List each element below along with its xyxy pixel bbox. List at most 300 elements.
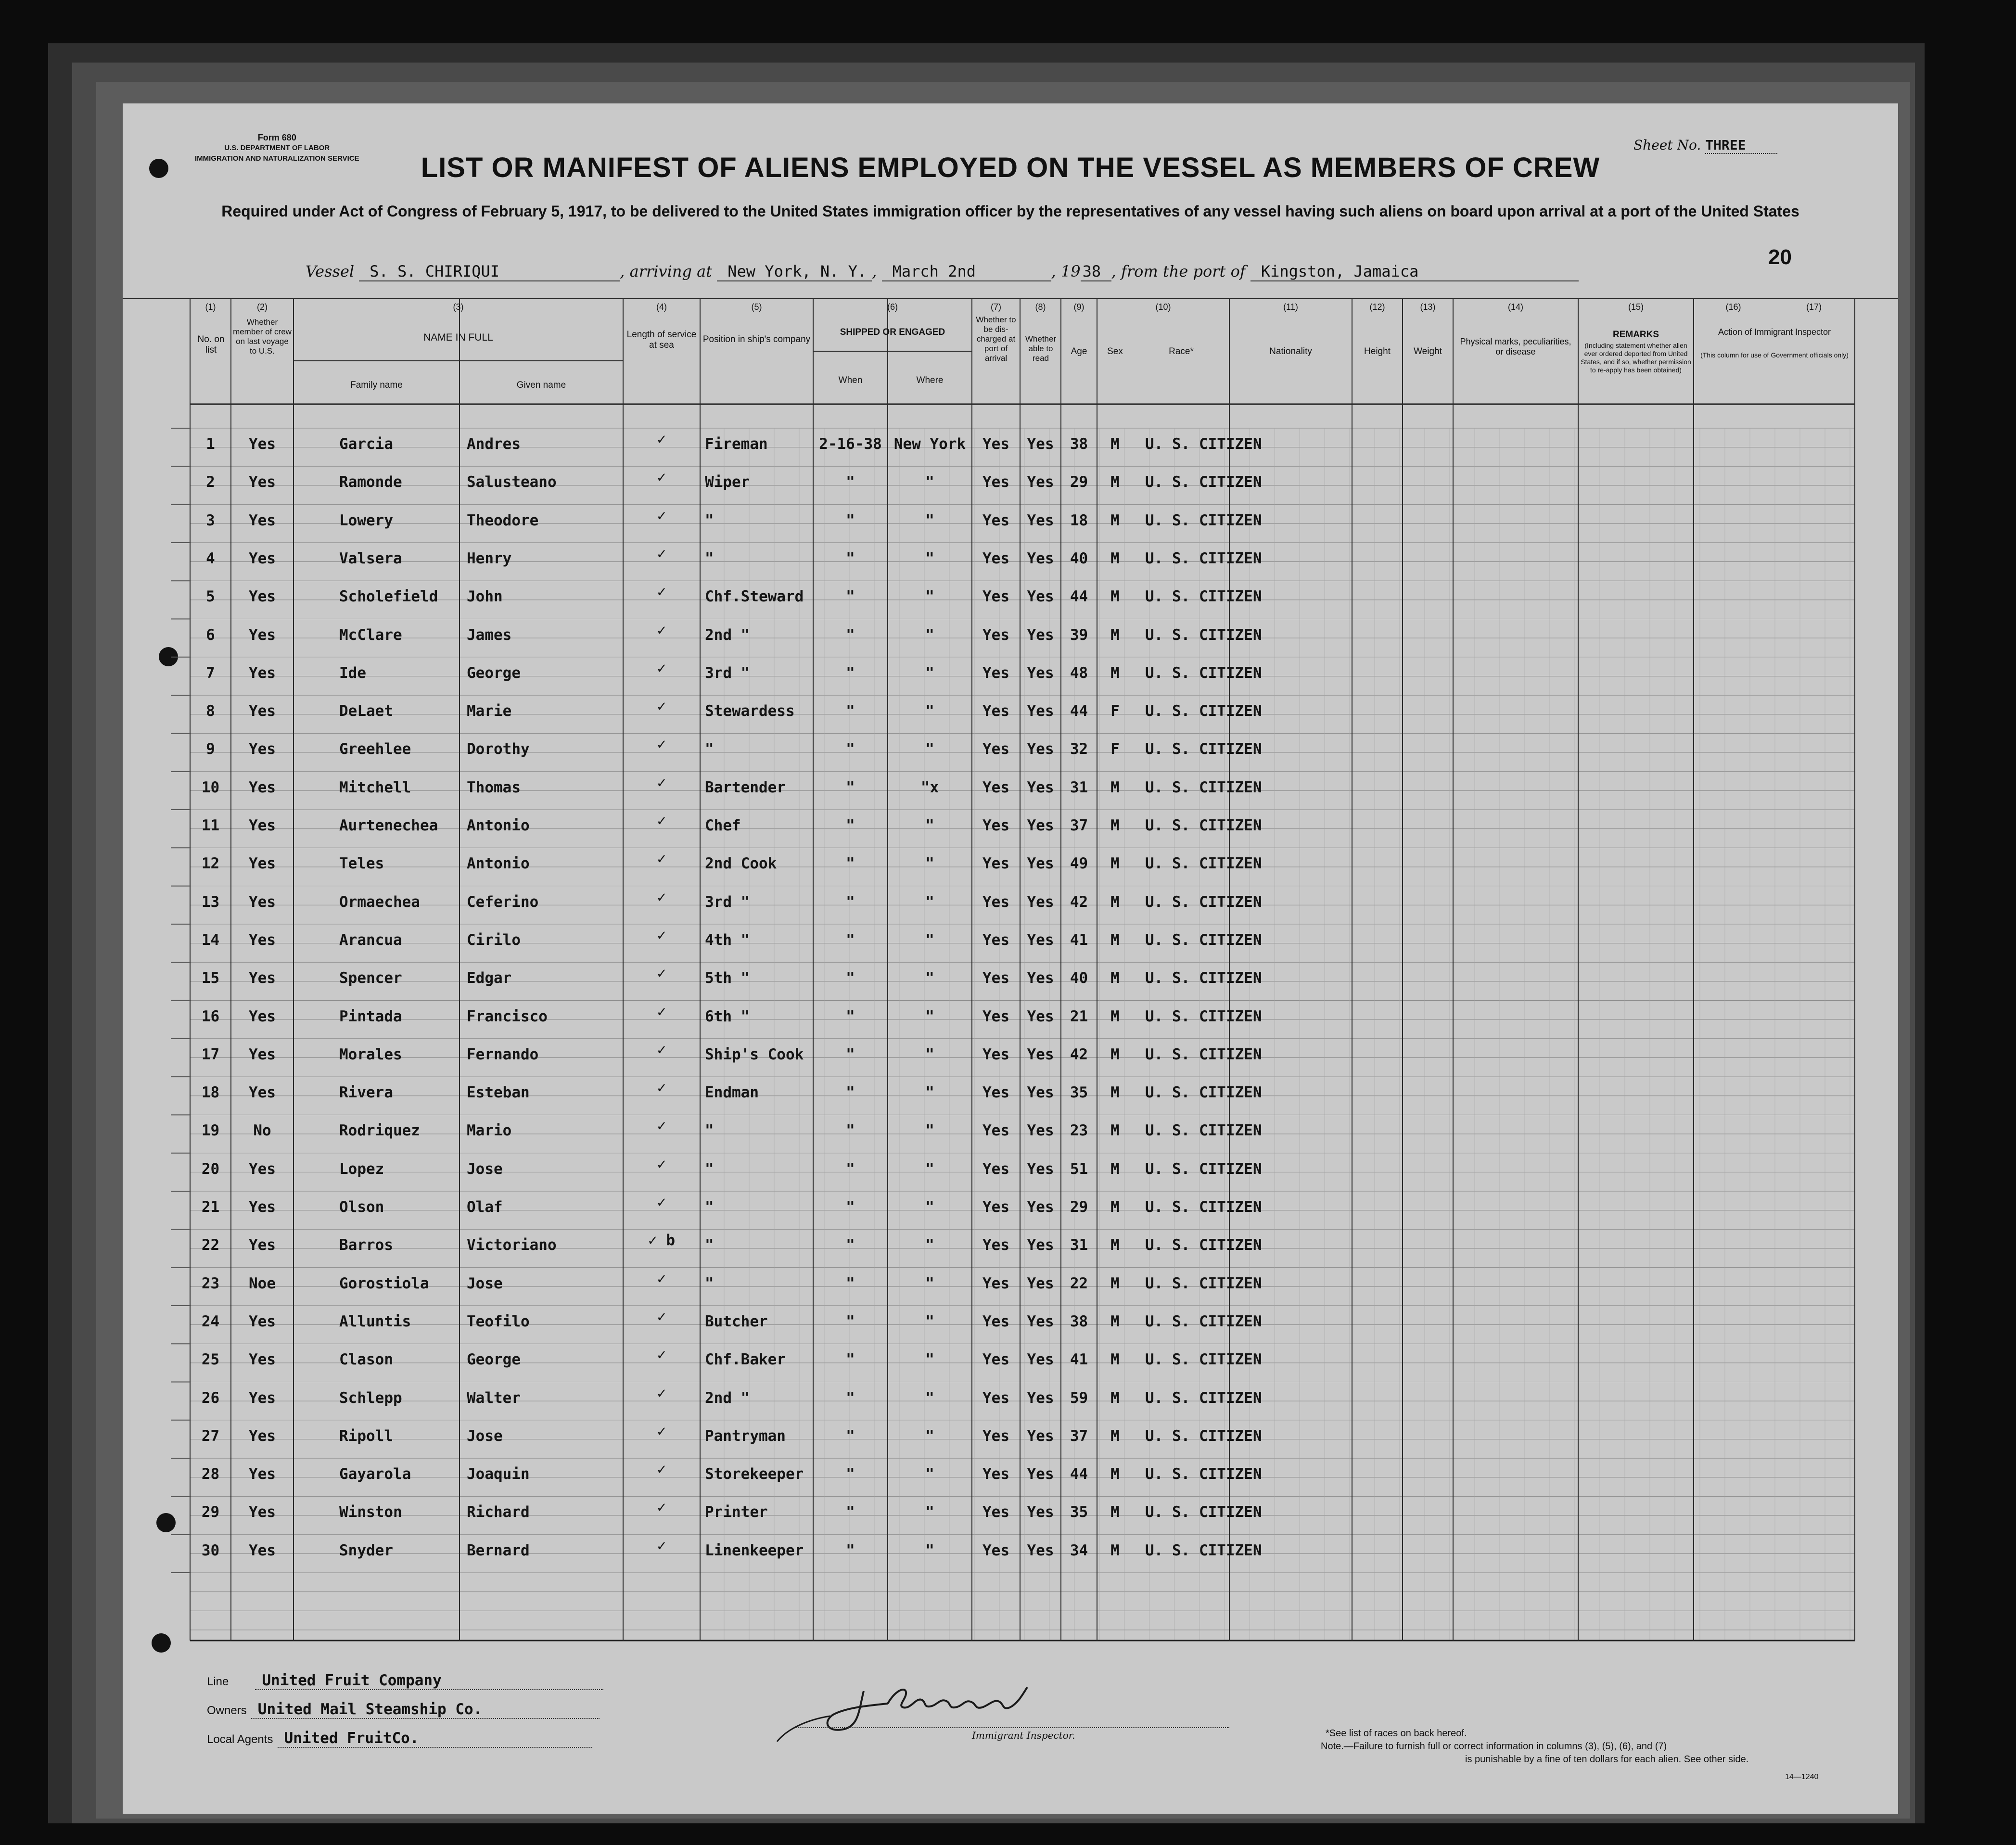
corner-mark: 20 (1768, 245, 1792, 269)
shipped-when: " (846, 702, 855, 720)
position: 2nd Cook (705, 855, 777, 873)
discharged: Yes (982, 1160, 1009, 1178)
header-able-read: Whether able to read (1025, 334, 1057, 363)
given-name: Antonio (467, 855, 530, 873)
shipped-where: " (925, 893, 934, 911)
shipped-when: " (846, 588, 855, 606)
shipped-where: " (925, 1160, 934, 1178)
age: 32 (1070, 740, 1088, 758)
header-when: When (838, 375, 863, 385)
shipped-when: " (846, 1274, 855, 1292)
discharged: Yes (982, 1236, 1009, 1254)
arrival-year: 38 (1081, 262, 1111, 281)
last-voyage: Yes (249, 969, 276, 987)
age: 49 (1070, 855, 1088, 873)
shipped-where: " (925, 473, 934, 491)
able-to-read: Yes (1027, 549, 1054, 567)
sex: M (1110, 1351, 1120, 1369)
sex: M (1110, 1236, 1120, 1254)
shipped-when: " (846, 1503, 855, 1521)
position: Ship's Cook (705, 1045, 804, 1063)
header-shipped-engaged: SHIPPED OR ENGAGED (840, 327, 945, 337)
shipped-when: " (846, 626, 855, 644)
nationality: U. S. CITIZEN (1145, 1503, 1262, 1521)
owners-value: United Mail Steamship Co. (251, 1701, 600, 1719)
sex: M (1110, 588, 1120, 606)
nationality: U. S. CITIZEN (1145, 1465, 1262, 1483)
nationality: U. S. CITIZEN (1145, 1122, 1262, 1140)
given-name: Jose (467, 1274, 503, 1292)
row-number: 25 (201, 1351, 220, 1369)
able-to-read: Yes (1027, 1198, 1054, 1216)
sex: M (1110, 1312, 1120, 1330)
sex: M (1110, 778, 1120, 796)
races-note: *See list of races on back hereof. (1326, 1728, 1467, 1739)
last-voyage: Yes (249, 1198, 276, 1216)
position: 2nd " (705, 626, 750, 644)
shipped-where: " (925, 1503, 934, 1521)
able-to-read: Yes (1027, 1503, 1054, 1521)
nationality: U. S. CITIZEN (1145, 549, 1262, 567)
row-number: 1 (206, 435, 215, 453)
header-name-in-full: NAME IN FULL (423, 332, 493, 343)
able-to-read: Yes (1027, 778, 1054, 796)
age: 42 (1070, 893, 1088, 911)
given-name: Jose (467, 1160, 503, 1178)
nationality: U. S. CITIZEN (1145, 588, 1262, 606)
discharged: Yes (982, 511, 1009, 529)
line-label: Line (207, 1675, 229, 1688)
shipped-where: " (925, 931, 934, 949)
inspector-signature (715, 1657, 1148, 1749)
given-name: Marie (467, 702, 512, 720)
service-check: ✓ (657, 1384, 666, 1402)
shipped-when: " (846, 1160, 855, 1178)
age: 29 (1070, 1198, 1088, 1216)
service-check: ✓ (657, 812, 666, 829)
discharged: Yes (982, 969, 1009, 987)
row-number: 4 (206, 549, 215, 567)
vessel-line: Vessel S. S. CHIRIQUI , arriving at New York, N. Y. , March 2nd , 19 38 , from the port of Kingston, Jamaica (306, 262, 1579, 281)
row-number: 28 (201, 1465, 220, 1483)
able-to-read: Yes (1027, 1122, 1054, 1140)
owners-field (207, 1701, 600, 1719)
column-number: (6) (887, 302, 898, 312)
position: 2nd " (705, 1389, 750, 1407)
column-number: (1) (205, 302, 216, 312)
position: " (705, 1160, 714, 1178)
last-voyage: Yes (249, 1007, 276, 1025)
given-name: Francisco (467, 1007, 548, 1025)
shipped-where: " (925, 1045, 934, 1063)
family-name: Teles (339, 855, 384, 873)
position: Fireman (705, 435, 768, 453)
nationality: U. S. CITIZEN (1145, 969, 1262, 987)
age: 31 (1070, 1236, 1088, 1254)
given-name: Edgar (467, 969, 512, 987)
row-number: 16 (201, 1007, 220, 1025)
family-name: Aurtenechea (339, 817, 438, 834)
header-remarks: REMARKS (1612, 330, 1659, 340)
row-number: 2 (206, 473, 215, 491)
sex: M (1110, 1274, 1120, 1292)
sex: M (1110, 473, 1120, 491)
position: Pantryman (705, 1427, 786, 1445)
service-check: ✓ (657, 1117, 666, 1135)
service-check: ✓ (657, 1079, 666, 1097)
column-number: (9) (1073, 302, 1085, 312)
shipped-when: " (846, 969, 855, 987)
shipped-when: " (846, 931, 855, 949)
shipped-when: " (846, 1541, 855, 1559)
sex: M (1110, 1007, 1120, 1025)
age: 39 (1070, 626, 1088, 644)
last-voyage: Yes (249, 473, 276, 491)
shipped-where: " (925, 1084, 934, 1102)
shipped-where: " (925, 817, 934, 834)
sex: M (1110, 435, 1120, 453)
last-voyage: Yes (249, 435, 276, 453)
service: IMMIGRATION AND NATURALIZATION SERVICE (195, 154, 359, 163)
shipped-when: " (846, 1198, 855, 1216)
sex: M (1110, 1084, 1120, 1102)
family-name: Schlepp (339, 1389, 402, 1407)
able-to-read: Yes (1027, 1160, 1054, 1178)
nationality: U. S. CITIZEN (1145, 1007, 1262, 1025)
discharged: Yes (982, 473, 1009, 491)
row-number: 20 (201, 1160, 220, 1178)
sex: M (1110, 664, 1120, 682)
last-voyage: Yes (249, 1084, 276, 1102)
row-number: 14 (201, 931, 220, 949)
shipped-where: " (925, 855, 934, 873)
discharged: Yes (982, 1503, 1009, 1521)
row-number: 10 (201, 778, 220, 796)
service-check: ✓ (657, 850, 666, 868)
nationality: U. S. CITIZEN (1145, 511, 1262, 529)
family-name: McClare (339, 626, 402, 644)
header-given-name: Given name (516, 380, 566, 390)
nationality: U. S. CITIZEN (1145, 817, 1262, 834)
row-number: 30 (201, 1541, 220, 1559)
departure-port: Kingston, Jamaica (1250, 262, 1579, 281)
family-name: Lowery (339, 511, 393, 529)
shipped-when: " (846, 1045, 855, 1063)
position: Chef (705, 817, 741, 834)
nationality: U. S. CITIZEN (1145, 855, 1262, 873)
nationality: U. S. CITIZEN (1145, 702, 1262, 720)
shipped-when: " (846, 1007, 855, 1025)
able-to-read: Yes (1027, 1084, 1054, 1102)
discharged: Yes (982, 817, 1009, 834)
family-name: Ramonde (339, 473, 402, 491)
shipped-where: " (925, 549, 934, 567)
age: 38 (1070, 1312, 1088, 1330)
position: Chf.Steward (705, 588, 804, 606)
header-where: Where (916, 375, 944, 385)
last-voyage: Yes (249, 702, 276, 720)
given-name: Salusteano (467, 473, 557, 491)
row-number: 11 (201, 817, 220, 834)
column-number: (14) (1507, 302, 1523, 312)
nationality: U. S. CITIZEN (1145, 435, 1262, 453)
last-voyage: Yes (249, 1312, 276, 1330)
age: 21 (1070, 1007, 1088, 1025)
given-name: Ceferino (467, 893, 539, 911)
position: Wiper (705, 473, 750, 491)
family-name: Ripoll (339, 1427, 393, 1445)
row-number: 22 (201, 1236, 220, 1254)
vessel-label: Vessel (306, 262, 355, 280)
family-name: Winston (339, 1503, 402, 1521)
position: " (705, 511, 714, 529)
nationality: U. S. CITIZEN (1145, 1236, 1262, 1254)
service-check: ✓ (657, 469, 666, 486)
given-name: Fernando (467, 1045, 539, 1063)
discharged: Yes (982, 855, 1009, 873)
nationality: U. S. CITIZEN (1145, 1312, 1262, 1330)
shipped-when: " (846, 893, 855, 911)
position: Printer (705, 1503, 768, 1521)
shipped-where: "x (920, 778, 939, 796)
shipped-when: " (846, 511, 855, 529)
sex: M (1110, 1160, 1120, 1178)
shipped-where: " (925, 588, 934, 606)
form-code: 14—1240 (1785, 1773, 1819, 1781)
service-check: ✓ (657, 583, 666, 601)
service-check: ✓ (657, 1537, 666, 1554)
service-check: ✓ (657, 1346, 666, 1364)
service-check: ✓ (657, 736, 666, 753)
crew-table (123, 298, 1898, 1645)
family-name: Ide (339, 664, 366, 682)
shipped-when: " (846, 1084, 855, 1102)
family-name: Clason (339, 1351, 393, 1369)
shipped-when: " (846, 817, 855, 834)
column-number: (4) (656, 302, 667, 312)
nationality: U. S. CITIZEN (1145, 931, 1262, 949)
row-number: 23 (201, 1274, 220, 1292)
sex: M (1110, 1122, 1120, 1140)
discharged: Yes (982, 626, 1009, 644)
discharged: Yes (982, 893, 1009, 911)
sex: M (1110, 893, 1120, 911)
header-sex: Sex (1107, 346, 1123, 356)
able-to-read: Yes (1027, 588, 1054, 606)
column-number: (16) (1725, 302, 1741, 312)
last-voyage: Yes (249, 664, 276, 682)
service-check: ✓ (657, 431, 666, 448)
age: 40 (1070, 549, 1088, 567)
position: Stewardess (705, 702, 795, 720)
header-length-service: Length of service at sea (626, 330, 697, 350)
header-nationality: Nationality (1269, 346, 1312, 356)
age: 23 (1070, 1122, 1088, 1140)
agents-label: Local Agents (207, 1733, 273, 1746)
position: 6th " (705, 1007, 750, 1025)
able-to-read: Yes (1027, 1427, 1054, 1445)
able-to-read: Yes (1027, 626, 1054, 644)
able-to-read: Yes (1027, 1236, 1054, 1254)
column-number: (15) (1628, 302, 1644, 312)
service-check: ✓ (657, 1003, 666, 1020)
service-check: ✓ (657, 1155, 666, 1173)
able-to-read: Yes (1027, 1389, 1054, 1407)
shipped-when: " (846, 778, 855, 796)
row-number: 29 (201, 1503, 220, 1521)
position: 4th " (705, 931, 750, 949)
family-name: Mitchell (339, 778, 411, 796)
row-number: 7 (206, 664, 215, 682)
last-voyage: Noe (249, 1274, 276, 1292)
age: 35 (1070, 1503, 1088, 1521)
sex: M (1110, 1465, 1120, 1483)
shipped-where: " (925, 1007, 934, 1025)
given-name: Andres (467, 435, 521, 453)
given-name: Victoriano (467, 1236, 557, 1254)
penalty-note-continued: is punishable by a fine of ten dollars for each alien. See other side. (1465, 1754, 1749, 1765)
shipped-when: " (846, 855, 855, 873)
column-number: (7) (991, 302, 1001, 312)
row-number: 12 (201, 855, 220, 873)
penalty-note: Note.—Failure to furnish full or correct information in columns (3), (5), (6), and (7) (1321, 1741, 1667, 1752)
shipped-when: " (846, 473, 855, 491)
able-to-read: Yes (1027, 740, 1054, 758)
service-check: ✓ (657, 926, 666, 944)
shipped-where: " (925, 1236, 934, 1254)
given-name: Esteban (467, 1084, 530, 1102)
family-name: Valsera (339, 549, 402, 567)
last-voyage: Yes (249, 1541, 276, 1559)
row-number: 9 (206, 740, 215, 758)
shipped-when: " (846, 1389, 855, 1407)
given-name: George (467, 1351, 521, 1369)
shipped-where: " (925, 1389, 934, 1407)
position: " (705, 740, 714, 758)
shipped-when: " (846, 1427, 855, 1445)
last-voyage: Yes (249, 626, 276, 644)
age: 42 (1070, 1045, 1088, 1063)
position: 3rd " (705, 664, 750, 682)
service-check: ✓ (657, 1270, 666, 1287)
department: U.S. DEPARTMENT OF LABOR (224, 144, 330, 152)
age: 29 (1070, 473, 1088, 491)
given-name: Theodore (467, 511, 539, 529)
last-voyage: Yes (249, 1427, 276, 1445)
age: 48 (1070, 664, 1088, 682)
last-voyage: Yes (249, 1465, 276, 1483)
line-field (207, 1672, 603, 1690)
last-voyage: Yes (249, 1351, 276, 1369)
shipped-where: " (925, 740, 934, 758)
service-check: ✓ (657, 1422, 666, 1440)
age: 41 (1070, 1351, 1088, 1369)
nationality: U. S. CITIZEN (1145, 1427, 1262, 1445)
column-number: (2) (257, 302, 268, 312)
position: " (705, 1122, 714, 1140)
family-name: Olson (339, 1198, 384, 1216)
shipped-when: " (846, 1236, 855, 1254)
header-height: Height (1364, 346, 1391, 356)
discharged: Yes (982, 1198, 1009, 1216)
given-name: John (467, 588, 503, 606)
shipped-where: " (925, 969, 934, 987)
shipped-when: " (846, 740, 855, 758)
able-to-read: Yes (1027, 893, 1054, 911)
family-name: Rodriquez (339, 1122, 420, 1140)
line-value: United Fruit Company (255, 1672, 603, 1690)
given-name: Walter (467, 1389, 521, 1407)
last-voyage: Yes (249, 740, 276, 758)
nationality: U. S. CITIZEN (1145, 778, 1262, 796)
arrival-date: March 2nd (882, 262, 1051, 281)
header-remarks-detail: (Including statement whether alien ever ordered deported from United States, and if so, whether permission to re-apply has been obtained) (1581, 342, 1691, 374)
row-number: 15 (201, 969, 220, 987)
sex: M (1110, 817, 1120, 834)
nationality: U. S. CITIZEN (1145, 1160, 1262, 1178)
age: 34 (1070, 1541, 1088, 1559)
able-to-read: Yes (1027, 969, 1054, 987)
family-name: Pintada (339, 1007, 402, 1025)
sex: M (1110, 1045, 1120, 1063)
shipped-where: " (925, 1465, 934, 1483)
header-position: Position in ship's company (702, 334, 811, 344)
shipped-when: " (846, 1312, 855, 1330)
family-name: Arancua (339, 931, 402, 949)
header-family-name: Family name (350, 380, 403, 390)
given-name: Joaquin (467, 1465, 530, 1483)
family-name: Alluntis (339, 1312, 411, 1330)
row-number: 21 (201, 1198, 220, 1216)
age: 37 (1070, 1427, 1088, 1445)
able-to-read: Yes (1027, 1045, 1054, 1063)
sex: M (1110, 1541, 1120, 1559)
position: Chf.Baker (705, 1351, 786, 1369)
able-to-read: Yes (1027, 1541, 1054, 1559)
service-check: ✓ (657, 621, 666, 639)
family-name: DeLaet (339, 702, 393, 720)
last-voyage: Yes (249, 549, 276, 567)
form-number: Form 680 (257, 133, 296, 142)
agents-value: United FruitCo. (278, 1730, 592, 1748)
shipped-where: " (925, 664, 934, 682)
nationality: U. S. CITIZEN (1145, 1198, 1262, 1216)
row-number: 5 (206, 588, 215, 606)
shipped-where: " (925, 1541, 934, 1559)
row-number: 3 (206, 511, 215, 529)
column-number: (17) (1806, 302, 1822, 312)
sheet-label: Sheet No. (1633, 137, 1701, 153)
column-number: (5) (751, 302, 762, 312)
able-to-read: Yes (1027, 817, 1054, 834)
nationality: U. S. CITIZEN (1145, 1351, 1262, 1369)
row-number: 24 (201, 1312, 220, 1330)
last-voyage: Yes (249, 1389, 276, 1407)
discharged: Yes (982, 1541, 1009, 1559)
nationality: U. S. CITIZEN (1145, 893, 1262, 911)
family-name: Barros (339, 1236, 393, 1254)
age: 44 (1070, 588, 1088, 606)
family-name: Spencer (339, 969, 402, 987)
age: 31 (1070, 778, 1088, 796)
discharged: Yes (982, 1389, 1009, 1407)
discharged: Yes (982, 1312, 1009, 1330)
discharged: Yes (982, 778, 1009, 796)
discharged: Yes (982, 931, 1009, 949)
given-name: Cirilo (467, 931, 521, 949)
sex: M (1110, 969, 1120, 987)
able-to-read: Yes (1027, 1465, 1054, 1483)
